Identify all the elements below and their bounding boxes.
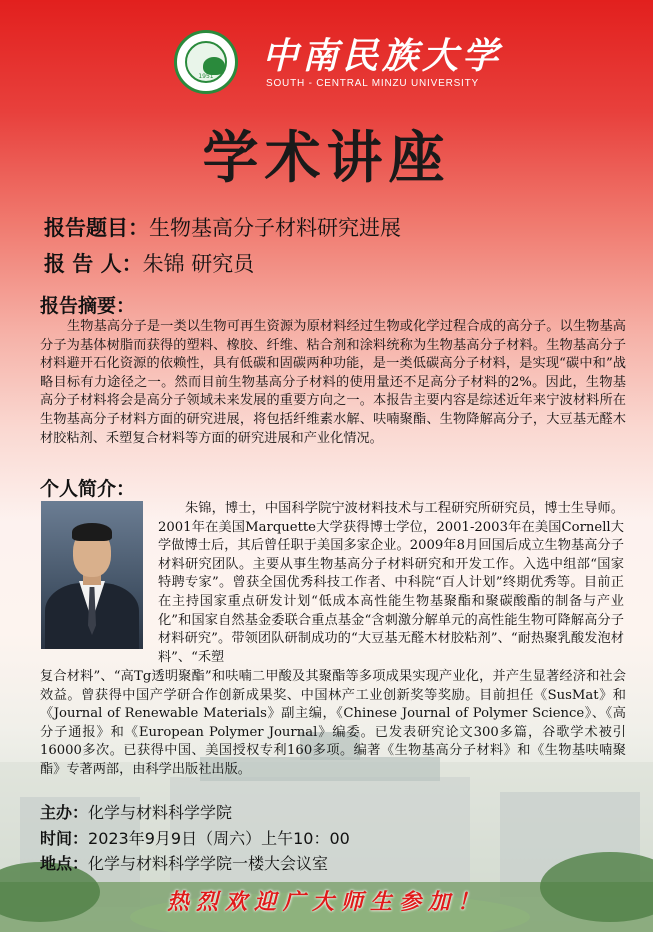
poster-title: 学术讲座 [202, 126, 451, 191]
bio-heading: 个人简介： [40, 478, 136, 500]
venue-value: 化学与材料科学学院一楼大会议室 [88, 854, 329, 873]
logo-year: 1951 [198, 73, 214, 80]
time-label: 时间： [40, 829, 89, 848]
report-topic-value: 生物基高分子材料研究进展 [149, 216, 401, 240]
abstract-heading: 报告摘要： [40, 295, 136, 317]
speaker [44, 248, 254, 278]
abstract-text: 生物基高分子是一类以生物可再生资源为原材料经过生物或化学过程合成的高分子。以生物基高分子为基体树脂而获得的塑料、橡胶、纤维、粘合剂和涂料统称为生物基高分子材料。生物基高分子材料避开石化资源的依赖性，具有低碳和固碳两种功能，是一类低碳高分子材料，是实现“碳中和”战略目标有力途径之一。然而目前生物基高分子材料的使用量还不足高分子材料的2%。因此，生物基高分子材料将会是高分子领域未来发展的重要方向之一。本报告主要内容是综述近年来宁波材料所在生物基高分子材料方面的研究进展，将包括纤维素水解、呋喃聚酯、生物降解高分子，大豆基无醛木材胶粘剂、禾塑复合材料等方面的研究进展和产业化情况。 [40, 319, 626, 446]
report-topic [44, 212, 401, 242]
report-topic-label: 报告题目： [44, 216, 149, 240]
organizer-value: 化学与材料科学学院 [88, 803, 233, 822]
welcome-slogan: 热烈欢迎广大师生参加！ [166, 889, 486, 915]
bio-text-part2: 复合材料”、“高Tg透明聚酯”和呋喃二甲酸及其聚酯等多项成果实现产业化，并产生显著经济和社会效益。曾获得中国产学研合作创新成果奖、中国林产工业创新奖等奖励。目前担任《SusMat》和《Journal of Renewable Materials》副主编，《Chinese Journal of Polymer Science》、《高分子通报》和《European Polymer Journal》编委。已发表研究论文300多篇，谷歌学术被引16000多次。已获得中国、美国授权专利160多项。编著《生物基高分子材料》和《生物基呋喃聚酯》专著两部，由科学出版社出版。 [40, 669, 626, 777]
university-seal-icon [174, 30, 238, 94]
speaker-photo [41, 501, 143, 649]
bio-text-part1: 朱锦，博士，中国科学院宁波材料技术与工程研究所研究员，博士生导师。2001年在美国Marquette大学获得博士学位，2001-2003年在美国Cornell大学做博士后，其后曾任职于美国多家企业。2009年8月回国后成立生物基高分子材料研究团队。主要从事生物基高分子材料研究和开发工作。入选中组部“国家特聘专家”。曾获全国优秀科技工作者、中科院“百人计划”终期优秀等。目前正在主持国家重点研发计划“低成本高性能生物基聚酯和聚碳酸酯的制备与产业化”和国家自然基金委联合重点基金“含刺激分解单元的高性能生物可降解高分子材料研究”。带领团队研制成功的“大豆基无醛木材胶粘剂”、“耐热聚乳酸发泡材料”、“禾塑 [158, 501, 624, 665]
event-time [40, 826, 350, 849]
venue [40, 851, 328, 874]
organizer-label: 主办： [40, 803, 89, 822]
speaker-value: 朱锦 研究员 [142, 252, 255, 276]
university-name-cn: 中南民族大学 [262, 35, 503, 77]
organizer [40, 800, 232, 823]
university-name-en: SOUTH - CENTRAL MINZU UNIVERSITY [266, 78, 480, 89]
time-value: 2023年9月9日（周六）上午10：00 [88, 829, 350, 848]
venue-label: 地点： [40, 854, 89, 873]
speaker-label: 报 告 人： [44, 252, 143, 276]
